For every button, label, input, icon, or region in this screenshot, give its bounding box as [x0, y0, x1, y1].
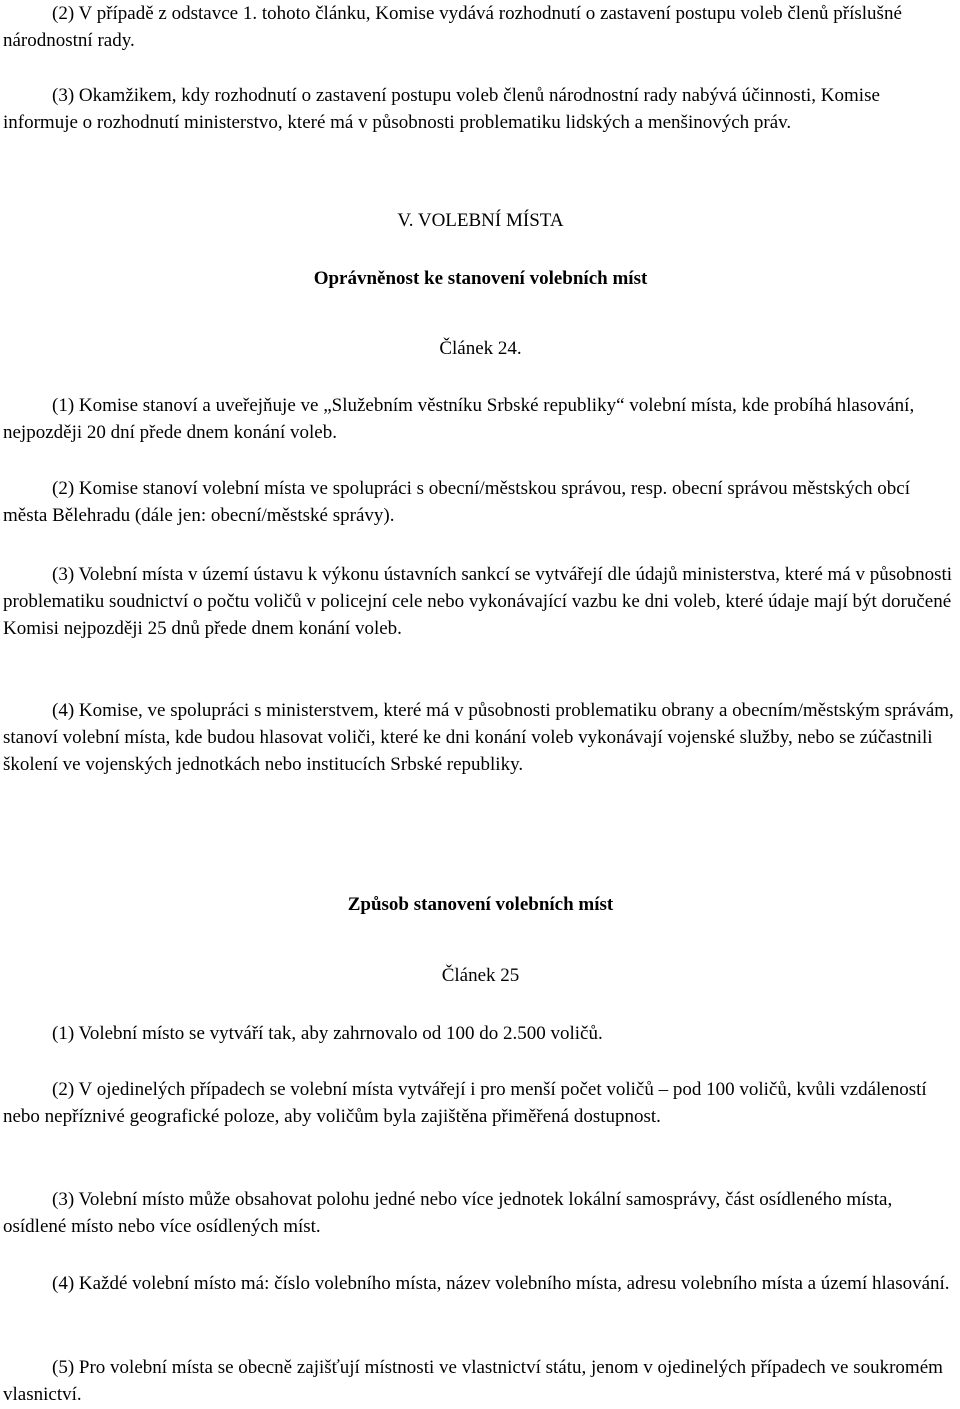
article-24-title: Článek 24.: [439, 338, 522, 359]
section-subheading-2: Způsob stanovení volebních míst: [347, 894, 614, 915]
art25-paragraph-4: (4) Každé volební místo má: číslo volebního místa, název volebního místa, adresu volebního místa a území hlasování.: [52, 1273, 950, 1294]
art25-paragraph-5: (5) Pro volební místa se obecně zajišťují místnosti ve vlastnictví státu, jenom v ojedinelých případech ve soukromém vlasnictví.: [3, 1357, 943, 1405]
paragraph-3-effect: (3) Okamžikem, kdy rozhodnutí o zastavení postupu voleb členů národnostní rady nabývá účinnosti, Komise informuje o rozhodnutí ministerstvo, které má v působnosti problematiku lidských a menšinových práv.: [3, 85, 880, 133]
section-subheading: Oprávněnost ke stanovení volebních míst: [313, 268, 648, 289]
art25-paragraph-3: (3) Volební místo může obsahovat polohu jedné nebo více jednotek lokální samosprávy, část osídleného místa, osídlené místo nebo více osídlených míst.: [3, 1189, 893, 1237]
art24-paragraph-1: (1) Komise stanoví a uveřejňuje ve „Služebním věstníku Srbské republiky“ volební místa, kde probíhá hlasování, nejpozději 20 dní přede dnem konání voleb.: [3, 395, 915, 443]
art24-paragraph-3: (3) Volební místa v území ústavu k výkonu ústavních sankcí se vytvářejí dle údajů ministerstva, které má v působnosti problematiku soudnictví o počtu voličů v policejní cele nebo vykonávající vazbu ke dni voleb, které údaje mají být doručené Komisi nejpozději 25 dnů přede dnem konání voleb.: [3, 564, 953, 639]
article-25-title: Článek 25: [441, 965, 520, 986]
art24-paragraph-4: (4) Komise, ve spolupráci s ministerstvem, které má v působnosti problematiku obrany a obecním/městským správám, stanoví volební místa, kde budou hlasovat voliči, které ke dni konání voleb vykonávají vojenské služby, nebo se zúčastnili školení ve vojenských jednotkách nebo institucích Srbské republiky.: [3, 700, 954, 775]
art25-paragraph-1: (1) Volební místo se vytváří tak, aby zahrnovalo od 100 do 2.500 voličů.: [52, 1023, 603, 1044]
art24-paragraph-2: (2) Komise stanoví volební místa ve spolupráci s obecní/městskou správou, resp. obecní správou městských obcí města Bělehradu (dále jen: obecní/městské správy).: [3, 478, 911, 526]
paragraph-2-stop: (2) V případě z odstavce 1. tohoto článku, Komise vydává rozhodnutí o zastavení postupu voleb členů příslušné národnostní rady.: [3, 3, 902, 51]
chapter-heading: V. VOLEBNÍ MÍSTA: [397, 210, 564, 231]
art25-paragraph-2: (2) V ojedinelých případech se volební místa vytvářejí i pro menší počet voličů – pod 100 voličů, kvůli vzdáleností nebo nepříznivé geografické poloze, aby voličům byla zajištěna přiměřená dostupnost.: [3, 1079, 927, 1127]
